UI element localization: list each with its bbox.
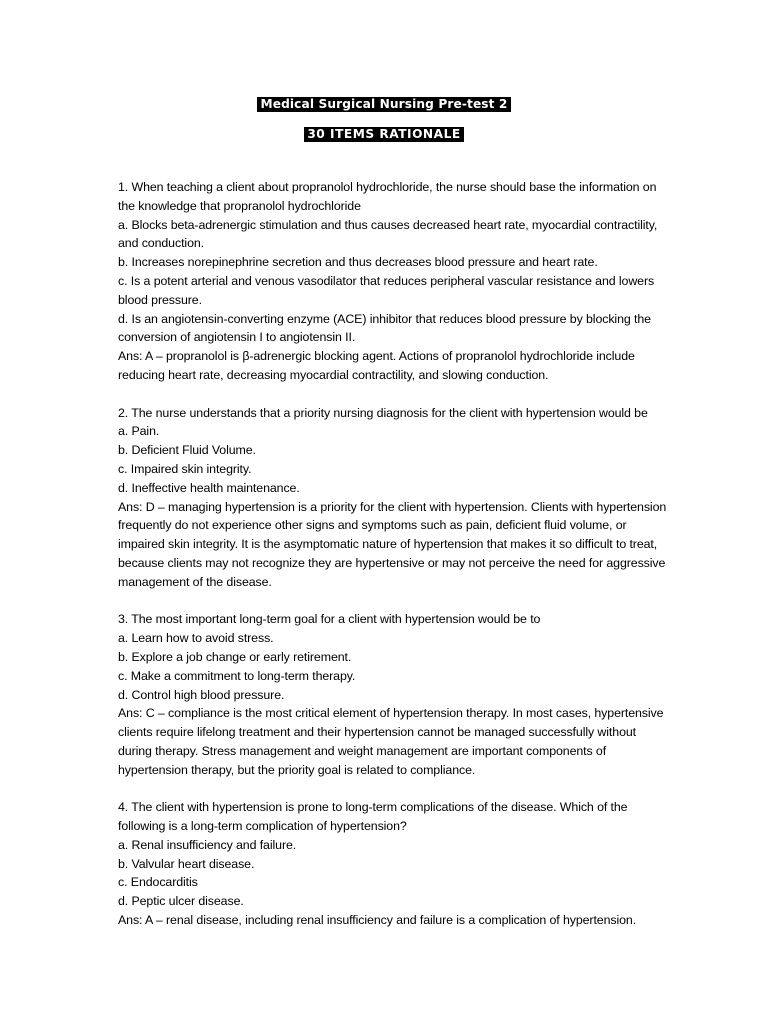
option-d: d. Ineffective health maintenance. — [118, 480, 300, 495]
document-title: Medical Surgical Nursing Pre-test 2 — [257, 97, 510, 112]
question-2 — [118, 404, 673, 592]
option-a: a. Learn how to avoid stress. — [118, 631, 274, 646]
option-a: a. Blocks beta-adrenergic stimulation and thus causes decreased heart rate, myocardial contractility, and conduction. — [118, 217, 658, 251]
option-d: d. Peptic ulcer disease. — [118, 894, 244, 909]
option-d: d. Control high blood pressure. — [118, 687, 285, 702]
option-c: c. Endocarditis — [118, 875, 198, 890]
answer-rationale: Ans: A – renal disease, including renal insufficiency and failure is a complication of hypertension. — [118, 913, 637, 928]
option-b: b. Deficient Fluid Volume. — [118, 443, 256, 458]
title-block — [0, 93, 768, 112]
option-c: c. Is a potent arterial and venous vasodilator that reduces peripheral vascular resistance and lowers blood pressure. — [118, 273, 655, 307]
answer-rationale: Ans: C – compliance is the most critical element of hypertension therapy. In most cases, hypertensive clients require lifelong treatment and their hypertension cannot be managed successfully without during therapy. Stress management and weight management are important components of hypertension therapy, but the priority goal is related to compliance. — [118, 706, 664, 777]
option-b: b. Increases norepinephrine secretion and thus decreases blood pressure and heart rate. — [118, 255, 598, 270]
question-4 — [118, 798, 673, 930]
document-subtitle: 30 ITEMS RATIONALE — [304, 127, 463, 142]
question-3 — [118, 610, 673, 779]
option-a: a. Renal insufficiency and failure. — [118, 837, 297, 852]
option-b: b. Explore a job change or early retirement. — [118, 649, 352, 664]
answer-rationale: Ans: D – managing hypertension is a priority for the client with hypertension. Clients with hypertension frequently do not experience other signs and symptoms such as pain, deficient fluid volume, or impaired skin integrity. It is the asymptomatic nature of hypertension that makes it so difficult to treat, because clients may not recognize they are hypertensive or may not perceive the need for aggressive management of the disease. — [118, 499, 667, 589]
option-b: b. Valvular heart disease. — [118, 856, 255, 871]
option-c: c. Impaired skin integrity. — [118, 461, 252, 476]
questions-list — [118, 178, 673, 949]
question-1 — [118, 178, 673, 385]
option-a: a. Pain. — [118, 424, 160, 439]
question-stem: 3. The most important long-term goal for a client with hypertension would be to — [118, 612, 541, 627]
question-stem: 1. When teaching a client about propranolol hydrochloride, the nurse should base the information on the knowledge that propranolol hydrochloride — [118, 180, 657, 213]
option-d: d. Is an angiotensin-converting enzyme (ACE) inhibitor that reduces blood pressure by blocking the conversion of angiotensin I to angiotensin II. — [118, 311, 651, 345]
question-stem: 4. The client with hypertension is prone to long-term complications of the disease. Which of the following is a long-term complication of hypertension? — [118, 800, 628, 834]
answer-rationale: Ans: A – propranolol is β-adrenergic blocking agent. Actions of propranolol hydrochloride include reducing heart rate, decreasing myocardial contractility, and slowing conduction. — [118, 349, 635, 382]
subtitle-block — [0, 123, 768, 142]
option-c: c. Make a commitment to long-term therapy. — [118, 668, 356, 683]
question-stem: 2. The nurse understands that a priority nursing diagnosis for the client with hypertension would be — [118, 405, 648, 420]
